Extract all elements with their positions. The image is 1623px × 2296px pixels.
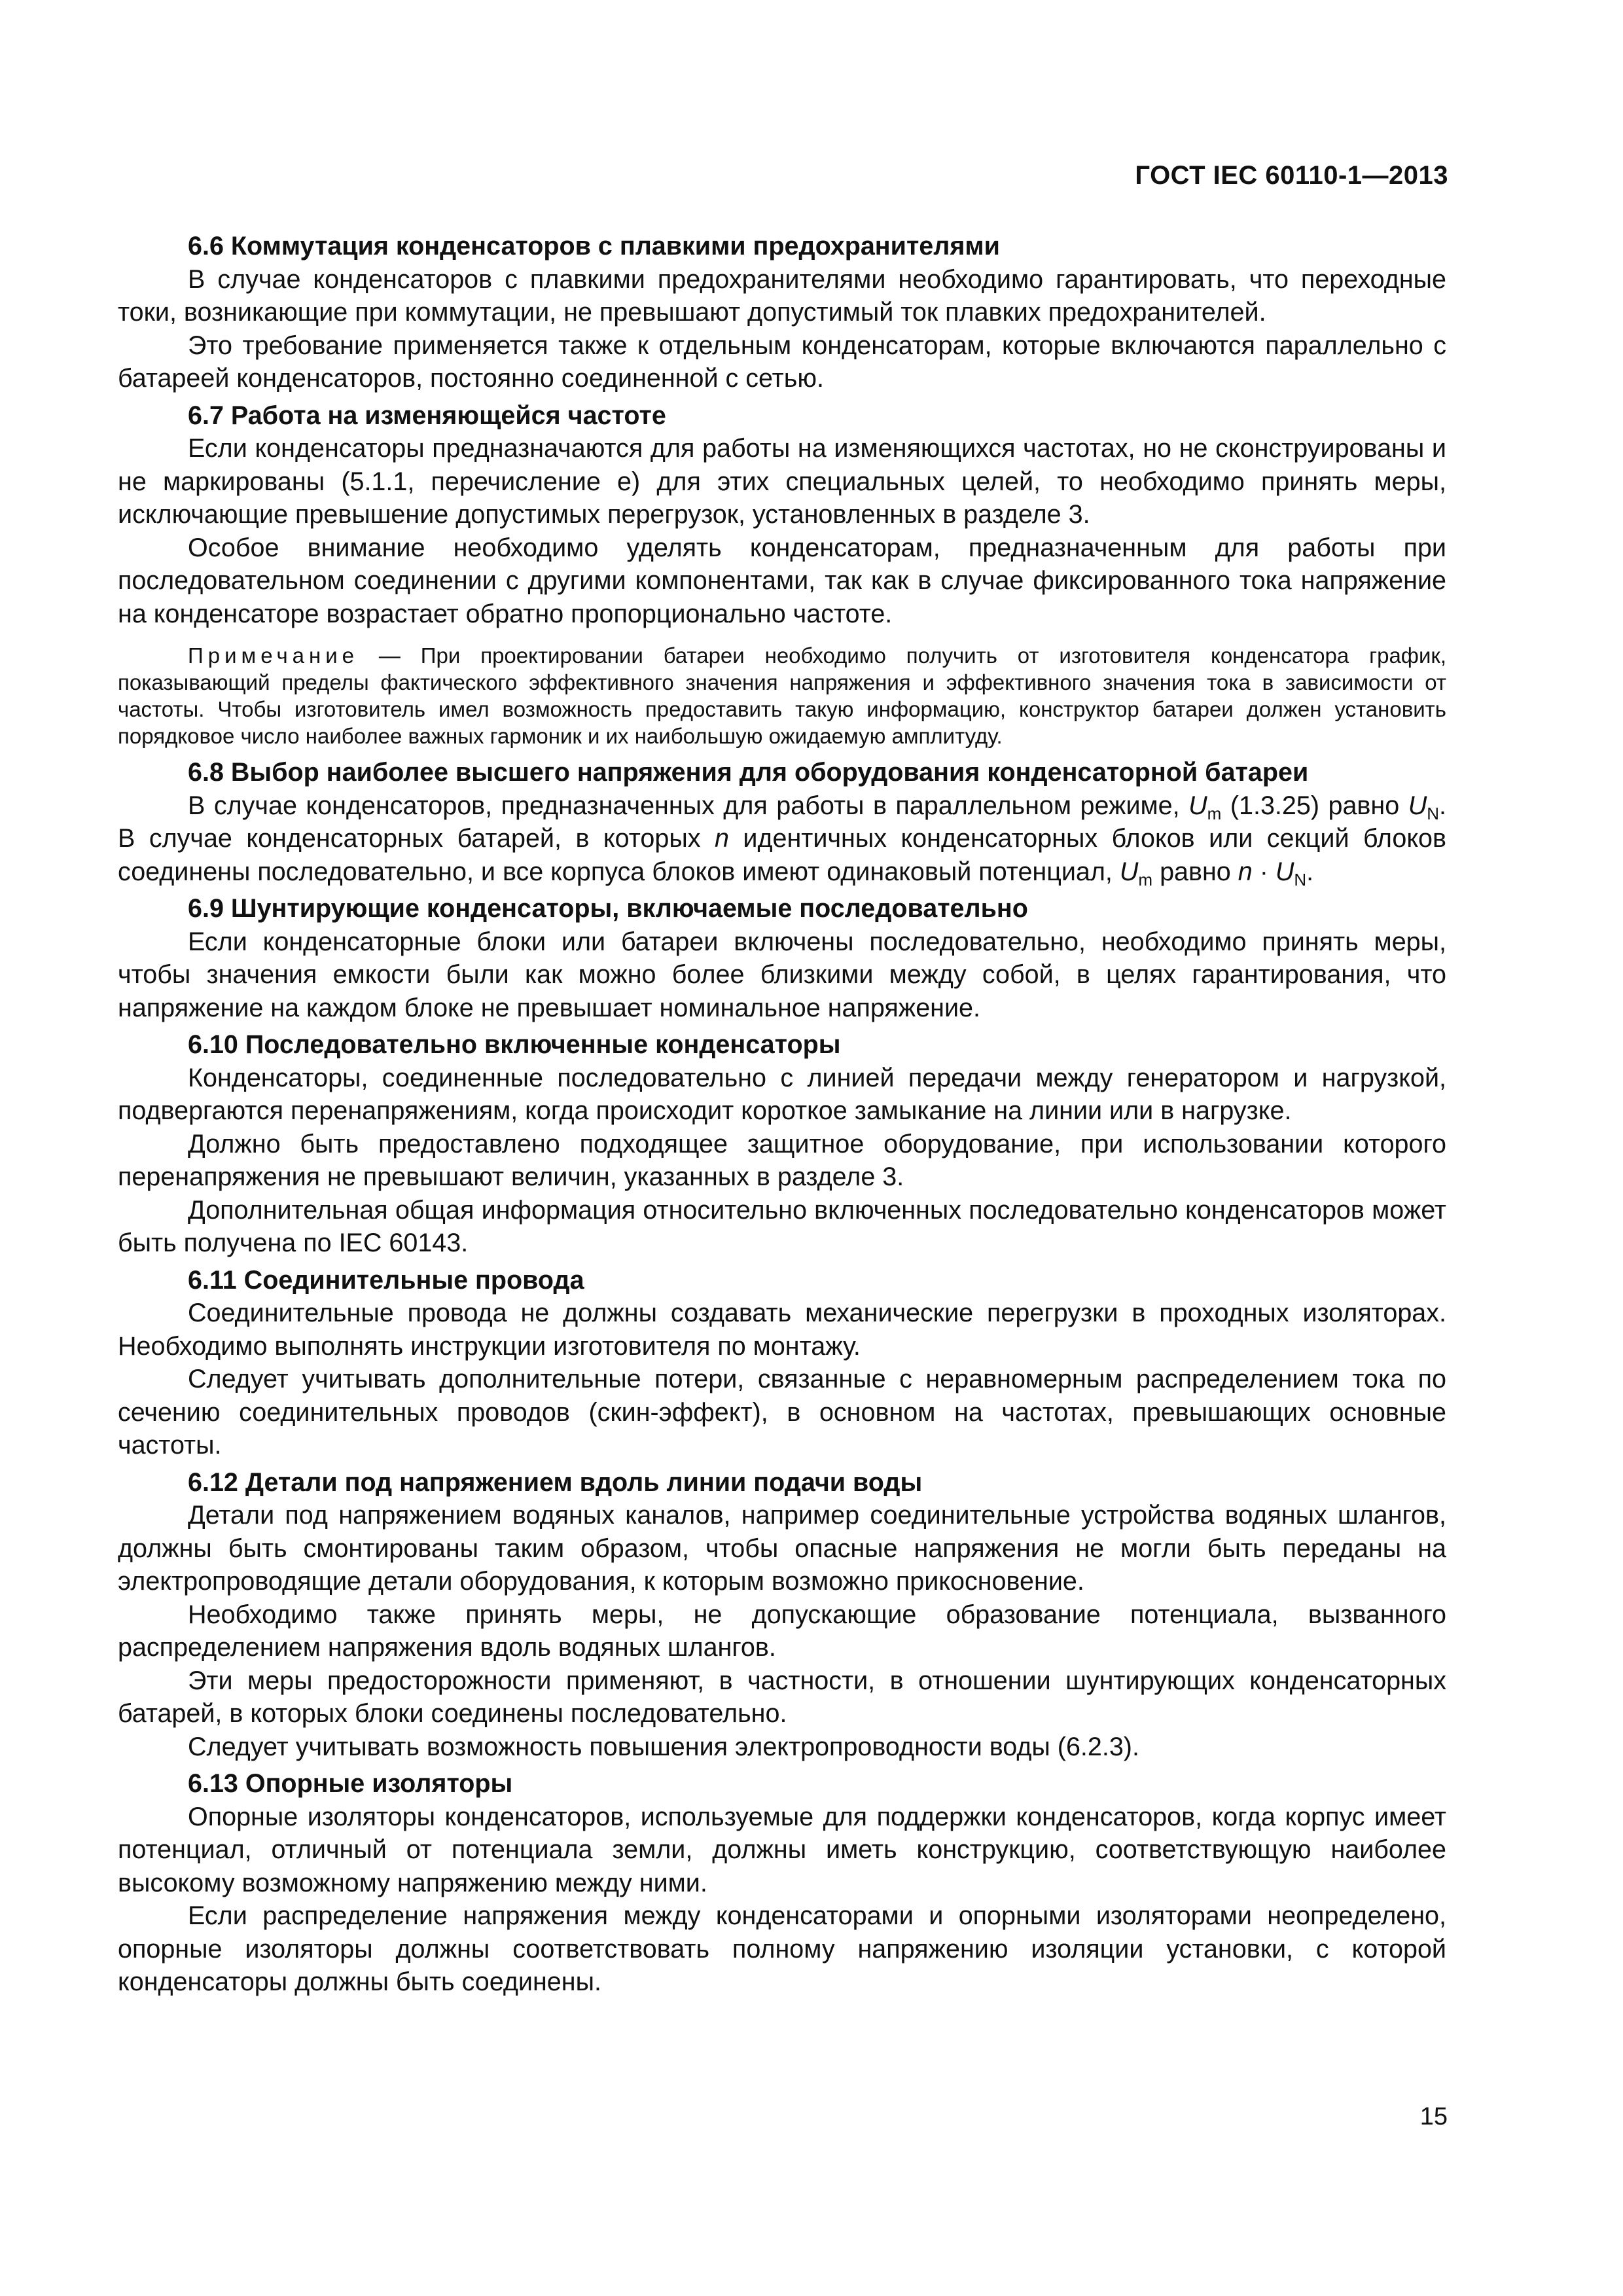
paragraph: Дополнительная общая информация относительно включенных последовательно конденсаторов может быть получена по IEC 60143. [118,1195,1446,1257]
symbol-u: U [1188,791,1207,820]
document-body [118,226,1446,1999]
symbol-n: n [714,824,729,853]
section-title-6-6: 6.6 Коммутация конденсаторов с плавкими предохранителями [188,232,1000,260]
paragraph: Конденсаторы, соединенные последовательно с линией передачи между генератором и нагрузкой, подвергаются перенапряжениям, когда происходит короткое замыкание на линии или в нагрузке. [118,1063,1446,1125]
section-title-6-8: 6.8 Выбор наиболее высшего напряжения для оборудования конденсаторной батареи [188,758,1309,787]
paragraph: Опорные изоляторы конденсаторов, используемые для поддержки конденсаторов, когда корпус имеет потенциал, отличный от потенциала земли, должны иметь конструкцию, соответствующую наиболее высокому возможному напряжению между ними. [118,1802,1446,1897]
paragraph: Эти меры предосторожности применяют, в частности, в отношении шунтирующих конденсаторных батарей, в которых блоки соединены последовательно. [118,1666,1446,1728]
page-number: 15 [1419,2103,1448,2130]
note-text: — При проектировании батареи необходимо получить от изготовителя конденсатора график, показывающий пределы фактического эффективного значения напряжения и эффективного значения тока в зависимости от частоты. Чтобы изготовитель имел возможность предоставить такую информацию, конструктор батареи должен установить порядковое число наиболее важных гармоник и их наибольшую ожидаемую амплитуду. [118,643,1446,748]
note-label: Примечание [188,643,359,668]
subscript-n: N [1294,869,1307,889]
document-standard-id: ГОСТ IEC 60110-1—2013 [1135,161,1448,190]
symbol-u: U [1119,857,1139,886]
paragraph: Если конденсаторные блоки или батареи включены последовательно, необходимо принять меры, чтобы значения емкости были как можно более близкими между собой, в целях гарантирования, что напряжение на каждом блоке не превышает номинальное напряжение. [118,927,1446,1022]
paragraph: Если распределение напряжения между конденсаторами и опорными изоляторами неопределено, опорные изоляторы должны соответствовать полному напряжению изоляции установки, с которой конденсаторы должны быть соединены. [118,1901,1446,1996]
note [118,642,1446,749]
section-title-6-9: 6.9 Шунтирующие конденсаторы, включаемые последовательно [188,894,1028,923]
section-title-6-11: 6.11 Соединительные провода [188,1265,584,1295]
paragraph: Необходимо также принять меры, не допускающие образование потенциала, вызванного распределением напряжения вдоль водяных шлангов. [118,1600,1446,1662]
symbol-u: U [1275,857,1294,886]
paragraph: Должно быть предоставлено подходящее защитное оборудование, при использовании которого перенапряжения не превышают величин, указанных в разделе 3. [118,1129,1446,1191]
section-title-6-7: 6.7 Работа на изменяющейся частоте [188,401,666,430]
paragraph: Следует учитывать возможность повышения электропроводности воды (6.2.3). [188,1732,1139,1761]
section-title-6-10: 6.10 Последовательно включенные конденсаторы [188,1030,841,1059]
section-title-6-13: 6.13 Опорные изоляторы [188,1769,513,1798]
paragraph: Детали под напряжением водяных каналов, например соединительные устройства водяных шлангов, должны быть смонтированы таким образом, чтобы опасные напряжения не могли быть переданы на электропроводящие детали оборудования, к которым возможно прикосновение. [118,1501,1446,1596]
symbol-n: n [1238,857,1253,886]
subscript-m: m [1207,803,1222,823]
paragraph: Следует учитывать дополнительные потери, связанные с неравномерным распределением тока по сечению соединительных проводов (скин-эффект), в основном на частотах, превышающих основные частоты. [118,1365,1446,1460]
paragraph: Если конденсаторы предназначаются для работы на изменяющихся частотах, но не сконструированы и не маркированы (5.1.1, перечисление е) для этих специальных целей, то необходимо принять меры, исключающие превышение допустимых перегрузок, установленных в разделе 3. [118,434,1446,529]
symbol-u: U [1408,791,1427,820]
paragraph: В случае конденсаторов с плавкими предохранителями необходимо гарантировать, что переходные токи, возникающие при коммутации, не превышают допустимый ток плавких предохранителей. [118,264,1446,327]
subscript-n: N [1427,803,1439,823]
paragraph: Это требование применяется также к отдельным конденсаторам, которые включаются параллельно с батареей конденсаторов, постоянно соединенной с сетью. [118,331,1446,393]
subscript-m: m [1138,869,1153,889]
section-title-6-12: 6.12 Детали под напряжением вдоль линии подачи воды [188,1467,923,1497]
paragraph: Соединительные провода не должны создавать механические перегрузки в проходных изоляторах. Необходимо выполнять инструкции изготовителя по монтажу. [118,1299,1446,1361]
paragraph-formula: В случае конденсаторов, предназначенных для работы в параллельном режиме, $U_m$ (1.3.25) равно $U_N$. В случае конденсаторных батарей, в которых n идентичных конденсаторных блоков или секций блоков соединены последовательно, и все корпуса блоков имеют одинаковый потенциал, $U_m$ равно $n \cdot U_N$. [118,791,1446,889]
paragraph: Особое внимание необходимо уделять конденсаторам, предназначенным для работы при последовательном соединении с другими компонентами, так как в случае фиксированного тока напряжение на конденсаторе возрастает обратно пропорционально частоте. [118,533,1446,628]
